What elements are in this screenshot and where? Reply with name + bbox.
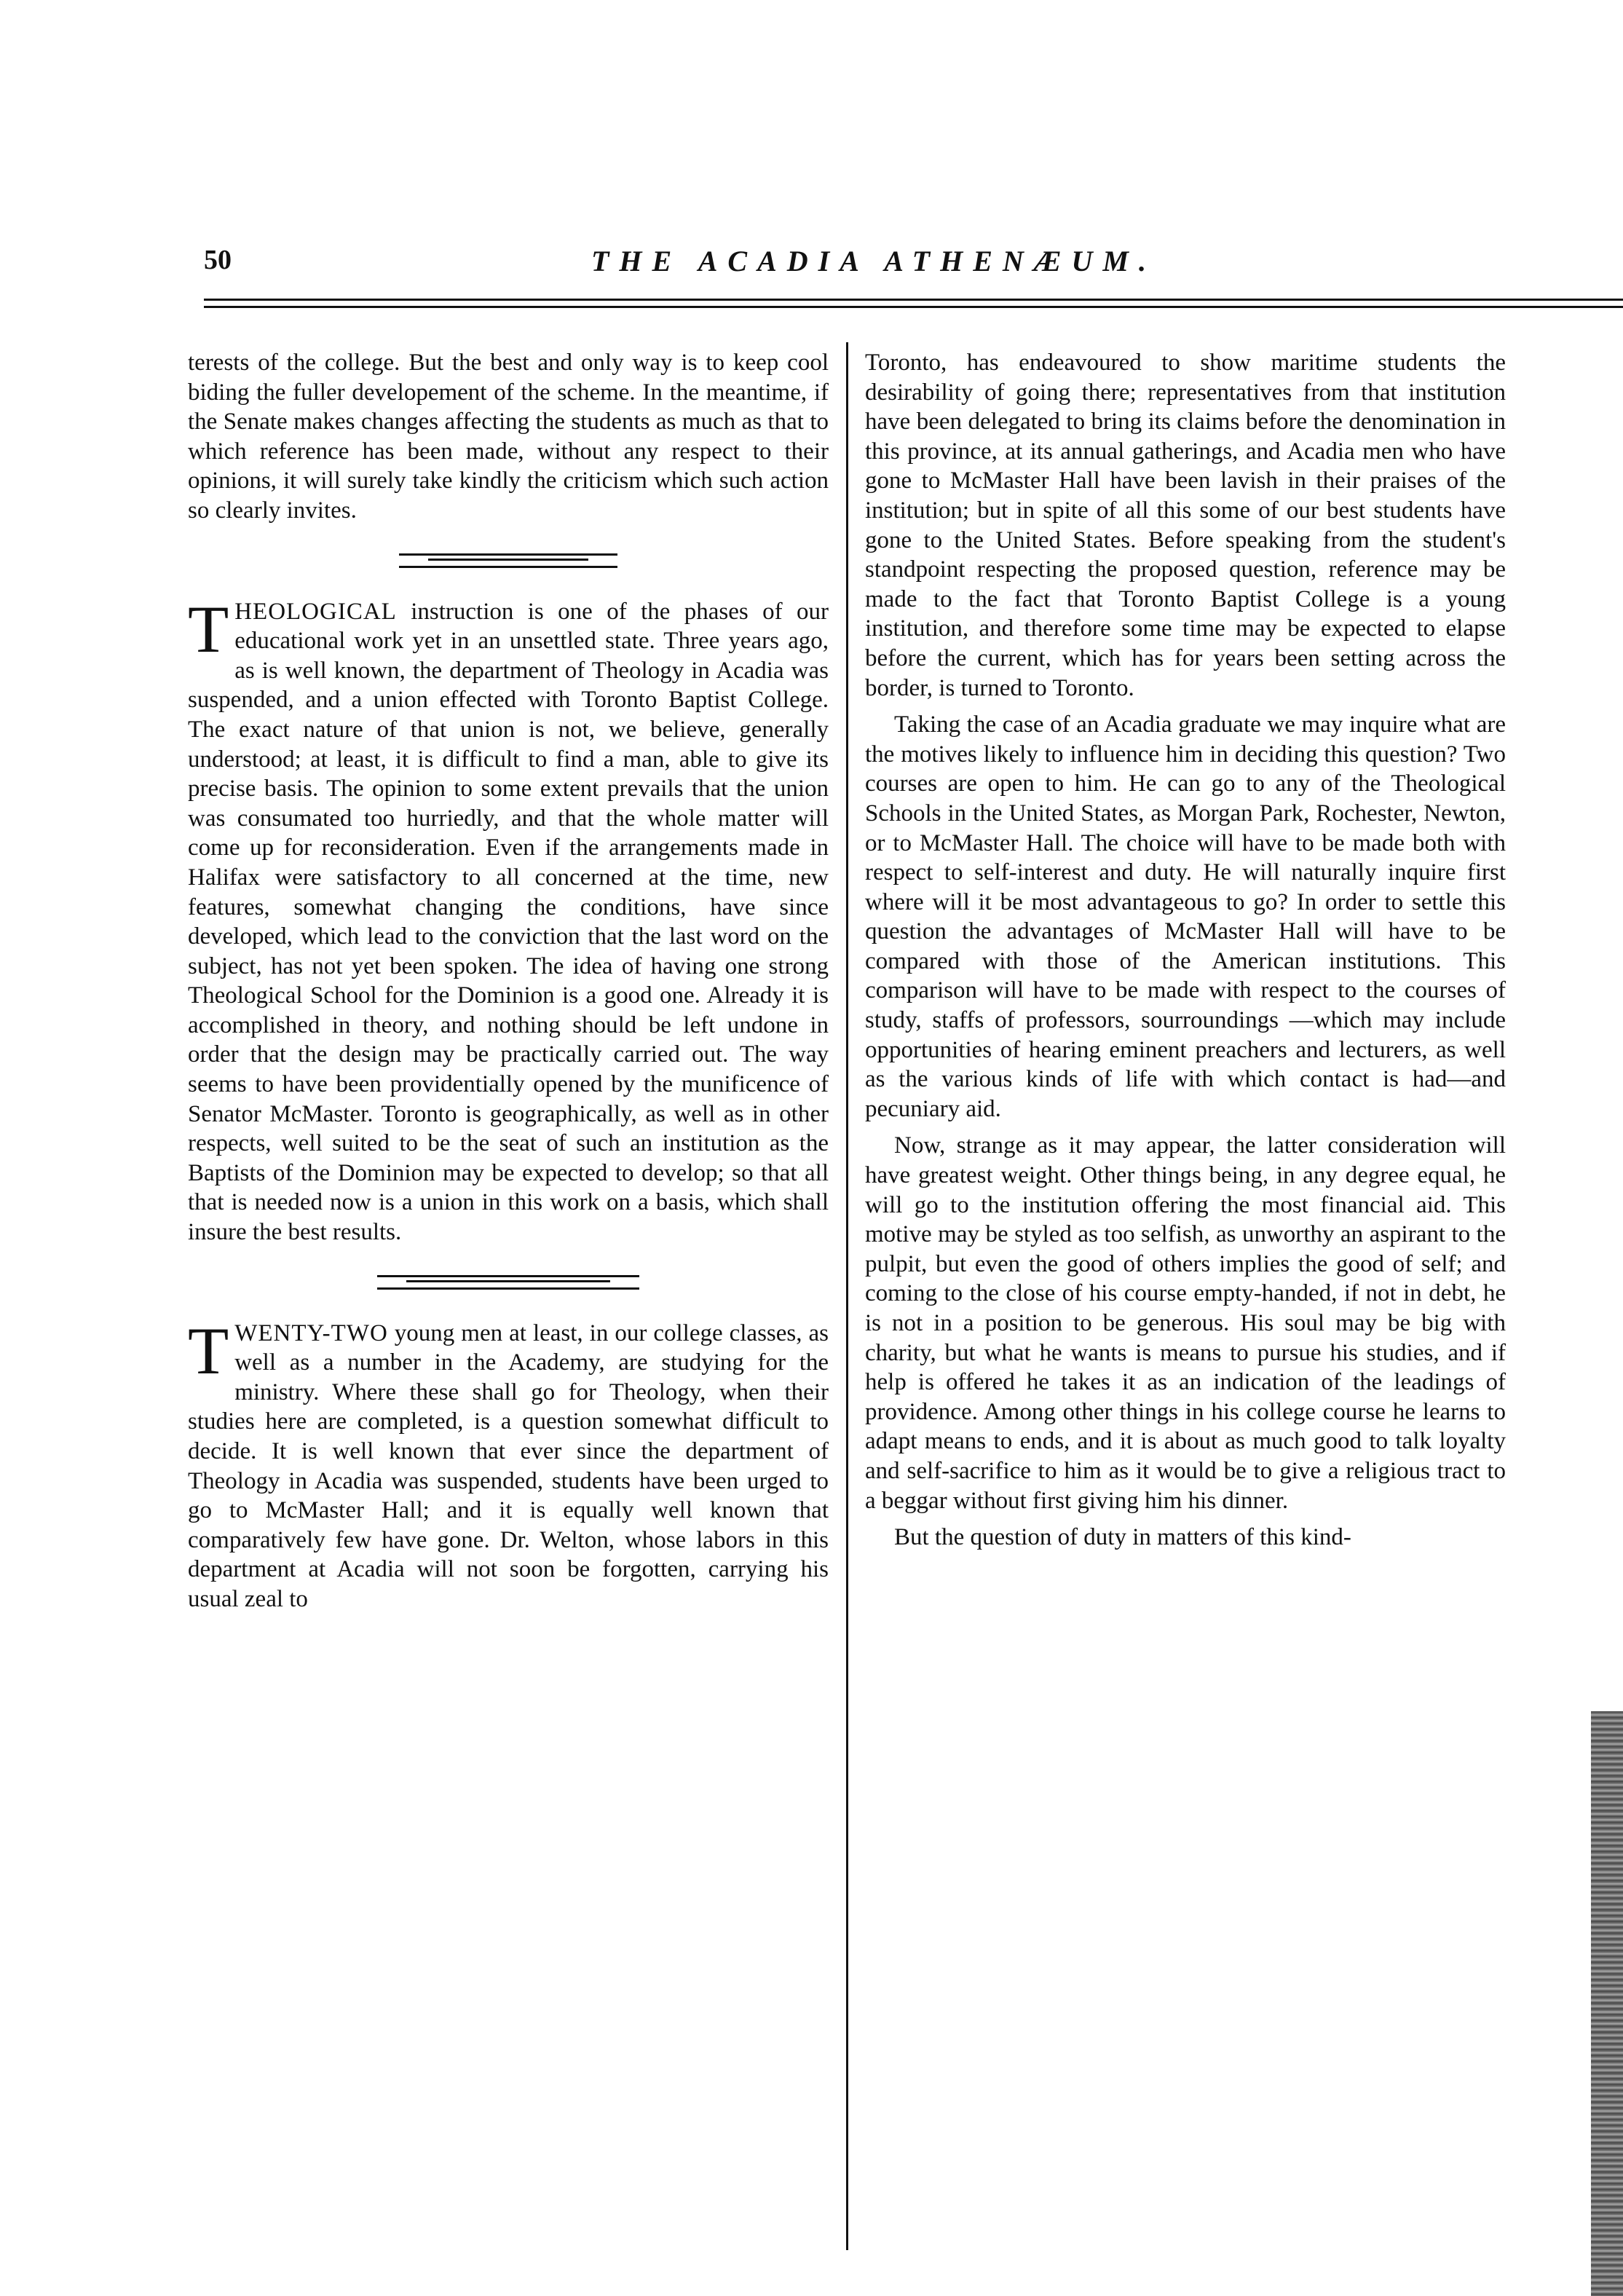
article-twenty-two bbox=[188, 1313, 829, 1614]
lead-word: HEOLOGICAL bbox=[234, 598, 397, 625]
paragraph-continued: terests of the college. But the best and only way is to keep cool biding the fuller developement of the scheme. In the meantime, if the Senate makes changes affecting the students as much as that to which reference has been made, without any respect to their opinions, it will surely take kindly the criticism which such action so clearly invites. bbox=[188, 350, 829, 524]
right-column bbox=[865, 348, 1506, 1553]
paragraph: Now, strange as it may appear, the latter consideration will have greatest weight. Other things being, in any degree equal, he will go to the institution offering the most financial aid. This motive may be styled as too selfish, as unworthy an aspirant to the pulpit, but even the good of others implies the good of self; and coming to the close of his course empty-handed, if not in debt, he is not in a position to be generous. His soul may be big with charity, but what he wants is means to pursue his studies, and if help is offered he takes it as an indication of the leadings of providence. Among other things in his college course he learns to adapt means to ends, and it is about as much good to talk loyalty and self-sacrifice to him as it would be to give a religious tract to a beggar without first giving him his dinner. bbox=[865, 1132, 1506, 1514]
page-number: 50 bbox=[204, 245, 232, 275]
page-header bbox=[204, 244, 1623, 295]
article-theological bbox=[188, 591, 829, 1247]
paragraph: Toronto, has endeavoured to show maritime students the desirability of going there; representatives from that institution have been delegated to bring its claims before the denomination in this province, at its annual gatherings, and Acadia men who have gone to McMaster Hall have been lavish in their praises of the institution; but in spite of all this some of our best students have gone to the United States. Before speaking from the student's standpoint respecting the proposed question, reference may be made to the fact that Toronto Baptist College is a young institution, and therefore some time may be expected to elapse before the current, which has for years been setting across the border, is turned to Toronto. bbox=[865, 350, 1506, 701]
running-title: THE ACADIA ATHENÆUM. bbox=[591, 245, 1156, 277]
article-body: young men at least, in our college classes, as well as a number in the Academy, are studying for the ministry. Where these shall go for Theology, when their studies here are completed, is a question somewhat difficult to decide. It is well known that ever since the department of Theology in Acadia was suspended, students have been urged to go to McMaster Hall; and it is equally well known that comparatively few have gone. Dr. Welton, whose labors in this department at Acadia will not soon be forgotten, carrying his usual zeal to bbox=[188, 1319, 829, 1612]
lead-word: WENTY-TWO bbox=[234, 1319, 388, 1346]
paragraph: But the question of duty in matters of this kind- bbox=[894, 1524, 1351, 1551]
article-body: instruction is one of the phases of our educational work yet in an unsettled state. Three years ago, as is well known, the department of Theology in Acadia was suspended, and a union effected with Toronto Baptist College. The exact nature of that union is not, we believe, generally understood; at least, it is difficult to find a man, able to give its precise basis. The opinion to some extent prevails that the union was consumated too hurriedly, and that the whole matter will come up for reconsideration. Even if the arrangements made in Halifax were satisfactory to all concerned at the time, new features, somewhat changing the conditions, have since developed, which lead to the conviction that the last word on the subject, has not yet been spoken. The idea of having one strong Theological School for the Dominion is a good one. Already it is accomplished in theory, and nothing should be left undone in order that the design may be practically carried out. The way seems to have been providentially opened by the munificence of Senator McMaster. Toronto is geographically, as well as in other respects, well suited to be the seat of such an institution as the Baptists of the Dominion may be expected to develop; so that all that is needed now is a union in this work on a basis, which shall insure the best results. bbox=[188, 598, 829, 1246]
column-divider bbox=[846, 342, 848, 2250]
header-rule-top bbox=[204, 299, 1623, 301]
paragraph: Taking the case of an Acadia graduate we may inquire what are the motives likely to influence him in deciding this question? Two courses are open to him. He can go to any of the Theological Schools in the United States, as Morgan Park, Rochester, Newton, or to McMaster Hall. The choice will have to be made both with respect to self-interest and duty. He will naturally inquire first where will it be most advantageous to go? In order to settle this question the advantages of McMaster Hall will have to be compared with those of the American institutions. This comparison will have to be made with respect to the courses of study, staffs of professors, sourroundings —which may include opportunities of hearing eminent preachers and lecturers, as well as the various kinds of life with which contact is had—and pecuniary aid. bbox=[865, 711, 1506, 1122]
header-rule-bottom bbox=[204, 306, 1623, 308]
scan-edge-artifact bbox=[1591, 1711, 1623, 2296]
drop-cap: T bbox=[188, 591, 229, 666]
section-separator bbox=[399, 553, 617, 568]
left-column bbox=[188, 348, 829, 1614]
drop-cap: T bbox=[188, 1313, 229, 1388]
section-separator bbox=[377, 1275, 639, 1290]
